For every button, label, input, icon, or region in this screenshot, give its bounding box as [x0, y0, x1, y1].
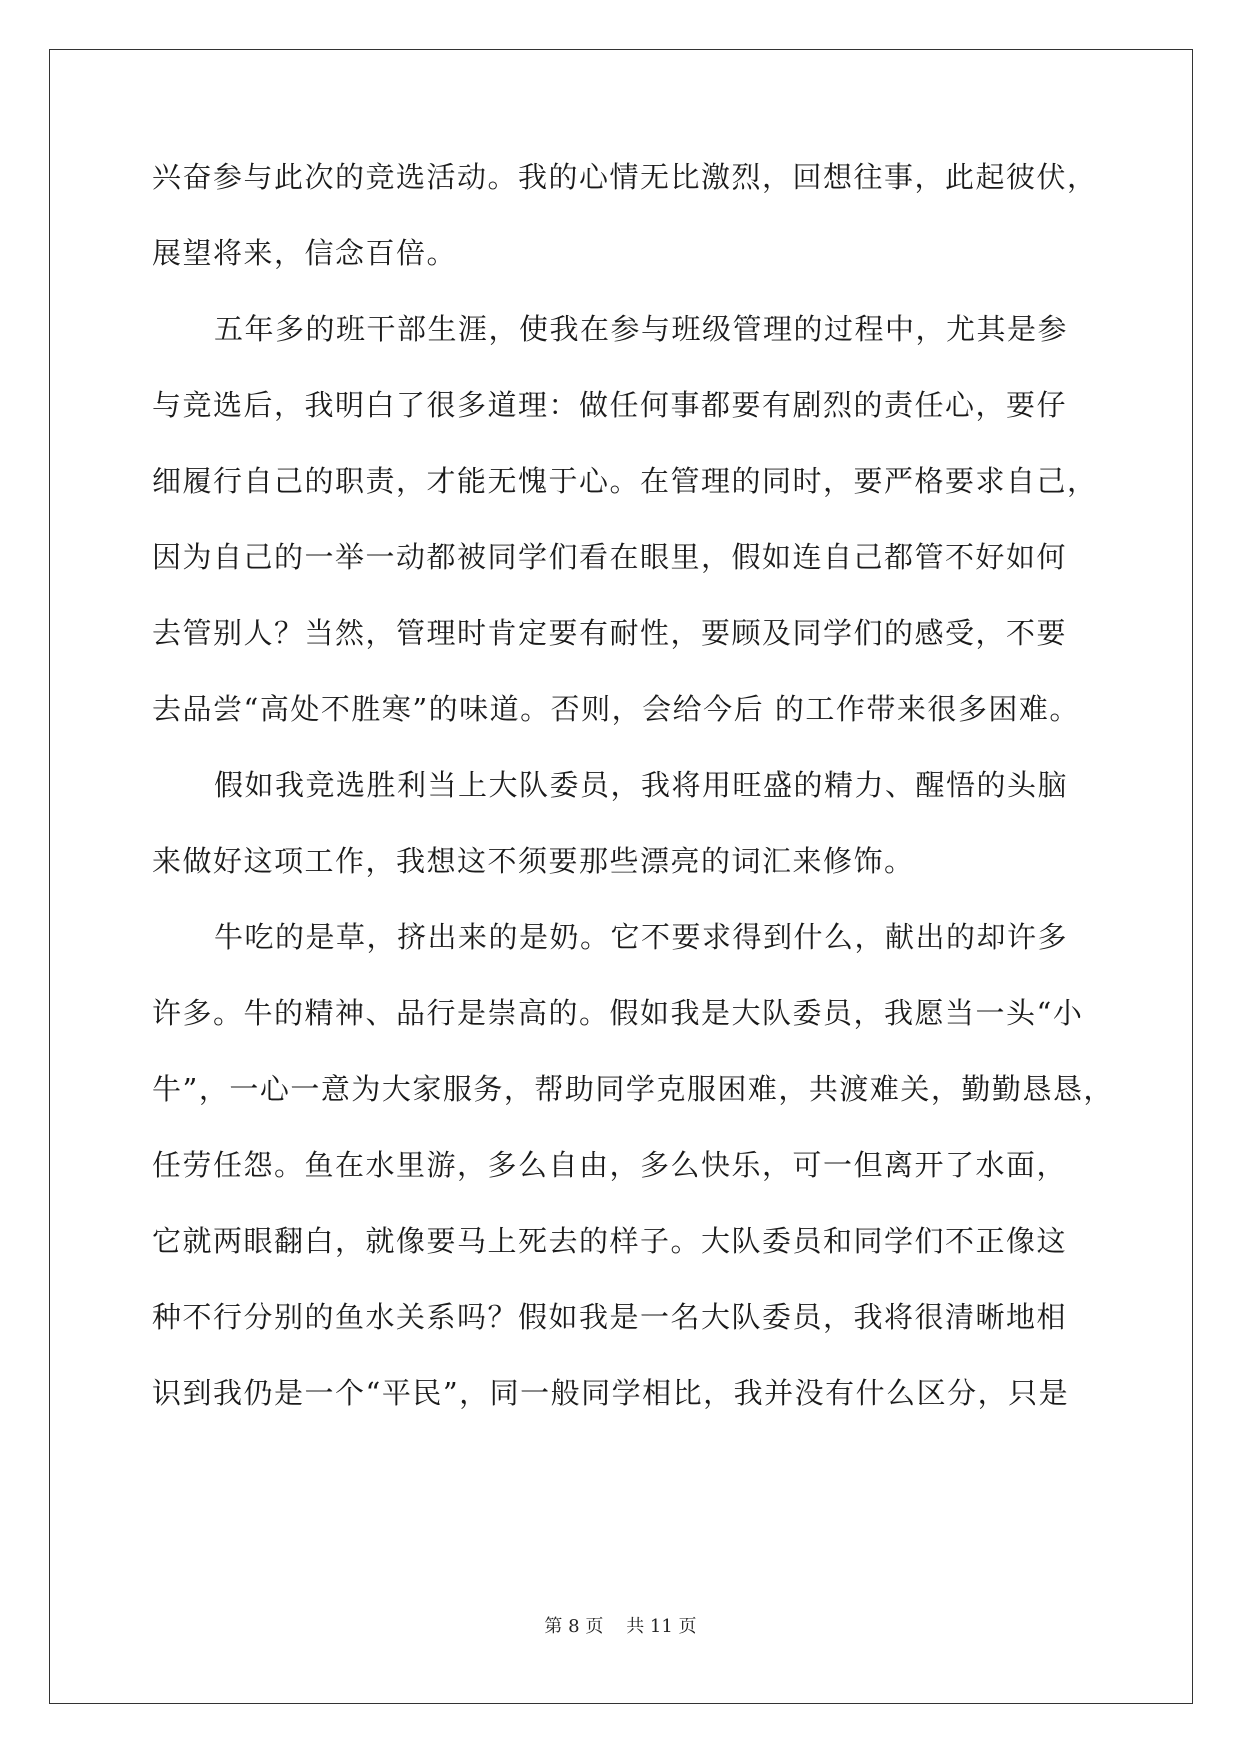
text-line: 它就两眼翻白，就像要马上死去的样子。大队委员和同学们不正像这 [152, 1224, 1068, 1258]
text-line: 去品尝“高处不胜寒”的味道。否则，会给今后 的工作带来很多困难。 [152, 692, 1080, 726]
page-number-footer: 第 8 页 共 11 页 [544, 1616, 697, 1637]
text-line: 细履行自己的职责，才能无愧于心。在管理的同时，要严格要求自己， [152, 464, 1098, 498]
text-line: 识到我仍是一个“平民”，同一般同学相比，我并没有什么区分，只是 [152, 1376, 1070, 1410]
text-line: 牛”，一心一意为大家服务，帮助同学克服困难，共渡难关，勤勤恳恳， [152, 1072, 1114, 1106]
text-line: 因为自己的一举一动都被同学们看在眼里，假如连自己都管不好如何 [152, 540, 1068, 574]
text-line: 兴奋参与此次的竞选活动。我的心情无比激烈，回想往事，此起彼伏， [152, 160, 1098, 194]
text-line: 展望将来，信念百倍。 [152, 236, 458, 270]
text-line: 与竞选后，我明白了很多道理：做任何事都要有剧烈的责任心，要仔 [152, 388, 1068, 422]
text-line: 任劳任怨。鱼在水里游，多么自由，多么快乐，可一但离开了水面， [152, 1148, 1068, 1182]
document-body [152, 160, 1114, 1452]
text-line: 五年多的班干部生涯，使我在参与班级管理的过程中，尤其是参 [214, 312, 1069, 346]
text-line: 来做好这项工作，我想这不须要那些漂亮的词汇来修饰。 [152, 844, 915, 878]
text-line: 牛吃的是草，挤出来的是奶。它不要求得到什么，献出的却许多 [214, 920, 1069, 954]
text-line: 去管别人？当然，管理时肯定要有耐性，要顾及同学们的感受，不要 [152, 616, 1068, 650]
text-line: 假如我竞选胜利当上大队委员，我将用旺盛的精力、醒悟的头脑 [214, 768, 1069, 802]
text-line: 种不行分别的鱼水关系吗？假如我是一名大队委员，我将很清晰地相 [152, 1300, 1068, 1334]
text-line: 许多。牛的精神、品行是崇高的。假如我是大队委员，我愿当一头“小 [152, 996, 1084, 1030]
